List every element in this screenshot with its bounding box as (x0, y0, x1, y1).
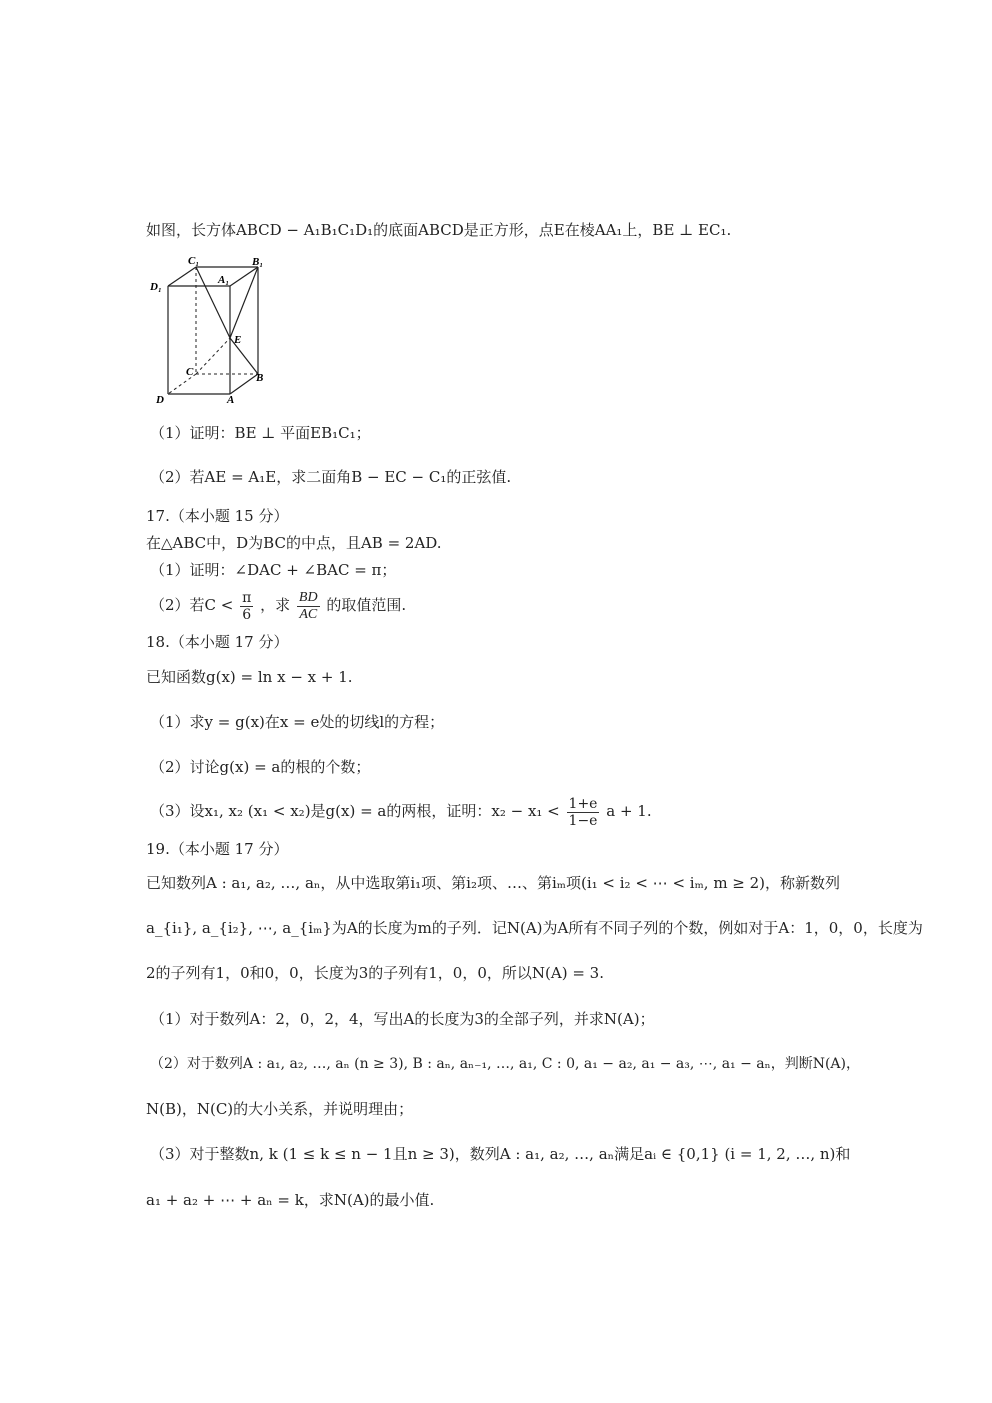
q17-fraction-pi-6 (240, 590, 253, 623)
q18-part3-pre: （3）设x₁, x₂ (x₁ < x₂)是g(x) = a的两根，证明：x₂ − x₁ < (150, 802, 560, 820)
q17-part2-mid: ，求 (260, 596, 291, 614)
q18-part2: （2）讨论g(x) = a的根的个数； (150, 758, 371, 776)
q16-stem: 如图，长方体ABCD − A₁B₁C₁D₁的底面ABCD是正方形，点E在棱AA₁上，BE ⊥ EC₁. (146, 221, 732, 239)
frac-denominator: 6 (242, 606, 252, 623)
q19-part3-line2: a₁ + a₂ + ⋯ + aₙ = k，求N(A)的最小值. (146, 1191, 435, 1209)
q18-fraction (567, 796, 600, 829)
label-b1: B₁ (252, 256, 264, 268)
frac-numerator: 1+e (568, 795, 598, 812)
q19-stem-line2: a_{i₁}, a_{i₂}, ⋯, a_{iₘ}为A的长度为m的子列．记N(A)为A所有不同子列的个数，例如对于A：1，0，0，长度为 (146, 919, 923, 937)
q19-part2-line2: N(B)，N(C)的大小关系，并说明理由； (146, 1100, 414, 1118)
label-b: B (256, 372, 264, 384)
q19-part3-line1: （3）对于整数n, k (1 ≤ k ≤ n − 1且n ≥ 3)，数列A : a₁, a₂, …, aₙ满足aᵢ ∈ {0,1} (i = 1, 2, …, n)和 (150, 1145, 851, 1163)
q17-part2-post: 的取值范围. (326, 596, 407, 614)
label-a1: A₁ (218, 274, 230, 286)
q19-stem-line1: 已知数列A : a₁, a₂, …, aₙ，从中选取第i₁项、第i₂项、…、第iₘ项(i₁ < i₂ < ⋯ < iₘ, m ≥ 2)，称新数列 (146, 874, 841, 892)
q17-part2 (150, 587, 406, 623)
label-e: E (234, 334, 242, 346)
q17-stem: 在△ABC中，D为BC的中点，且AB = 2AD. (146, 534, 442, 552)
cuboid-figure (148, 255, 278, 405)
q17-header: 17.（本小题 15 分） (146, 507, 289, 525)
frac-numerator: BD (298, 589, 318, 605)
q17-part2-pre: （2）若C < (150, 596, 234, 614)
q18-header: 18.（本小题 17 分） (146, 633, 289, 651)
label-d: D (156, 394, 164, 405)
label-a: A (227, 394, 235, 405)
q19-part1: （1）对于数列A：2，0，2，4，写出A的长度为3的全部子列，并求N(A)； (150, 1010, 655, 1028)
label-c1: C₁ (188, 255, 200, 267)
q17-fraction-bd-ac (297, 590, 320, 623)
q16-part1: （1）证明：BE ⊥ 平面EB₁C₁； (150, 424, 371, 442)
q18-part1: （1）求y = g(x)在x = e处的切线l的方程； (150, 713, 445, 731)
label-c: C (186, 366, 194, 378)
q19-part2-line1: （2）对于数列A : a₁, a₂, …, aₙ (n ≥ 3), B : aₙ, aₙ₋₁, …, a₁, C : 0, a₁ − a₂, a₁ − a₃, ⋯, a₁ − aₙ，判断N(A)， (150, 1056, 860, 1072)
q19-stem-line3: 2的子列有1，0和0，0，长度为3的子列有1，0，0，所以N(A) = 3. (146, 964, 604, 982)
q16-part2: （2）若AE = A₁E，求二面角B − EC − C₁的正弦值. (150, 468, 512, 486)
label-d1: D₁ (150, 281, 162, 293)
q19-header: 19.（本小题 17 分） (146, 840, 289, 858)
frac-numerator: π (242, 589, 252, 606)
frac-denominator: 1−e (568, 812, 598, 829)
q18-part3 (150, 793, 652, 829)
frac-denominator: AC (299, 606, 318, 622)
q18-part3-post: a + 1. (606, 802, 652, 820)
q17-part1: （1）证明：∠DAC + ∠BAC = π； (150, 561, 397, 579)
q18-stem: 已知函数g(x) = ln x − x + 1. (146, 668, 353, 686)
